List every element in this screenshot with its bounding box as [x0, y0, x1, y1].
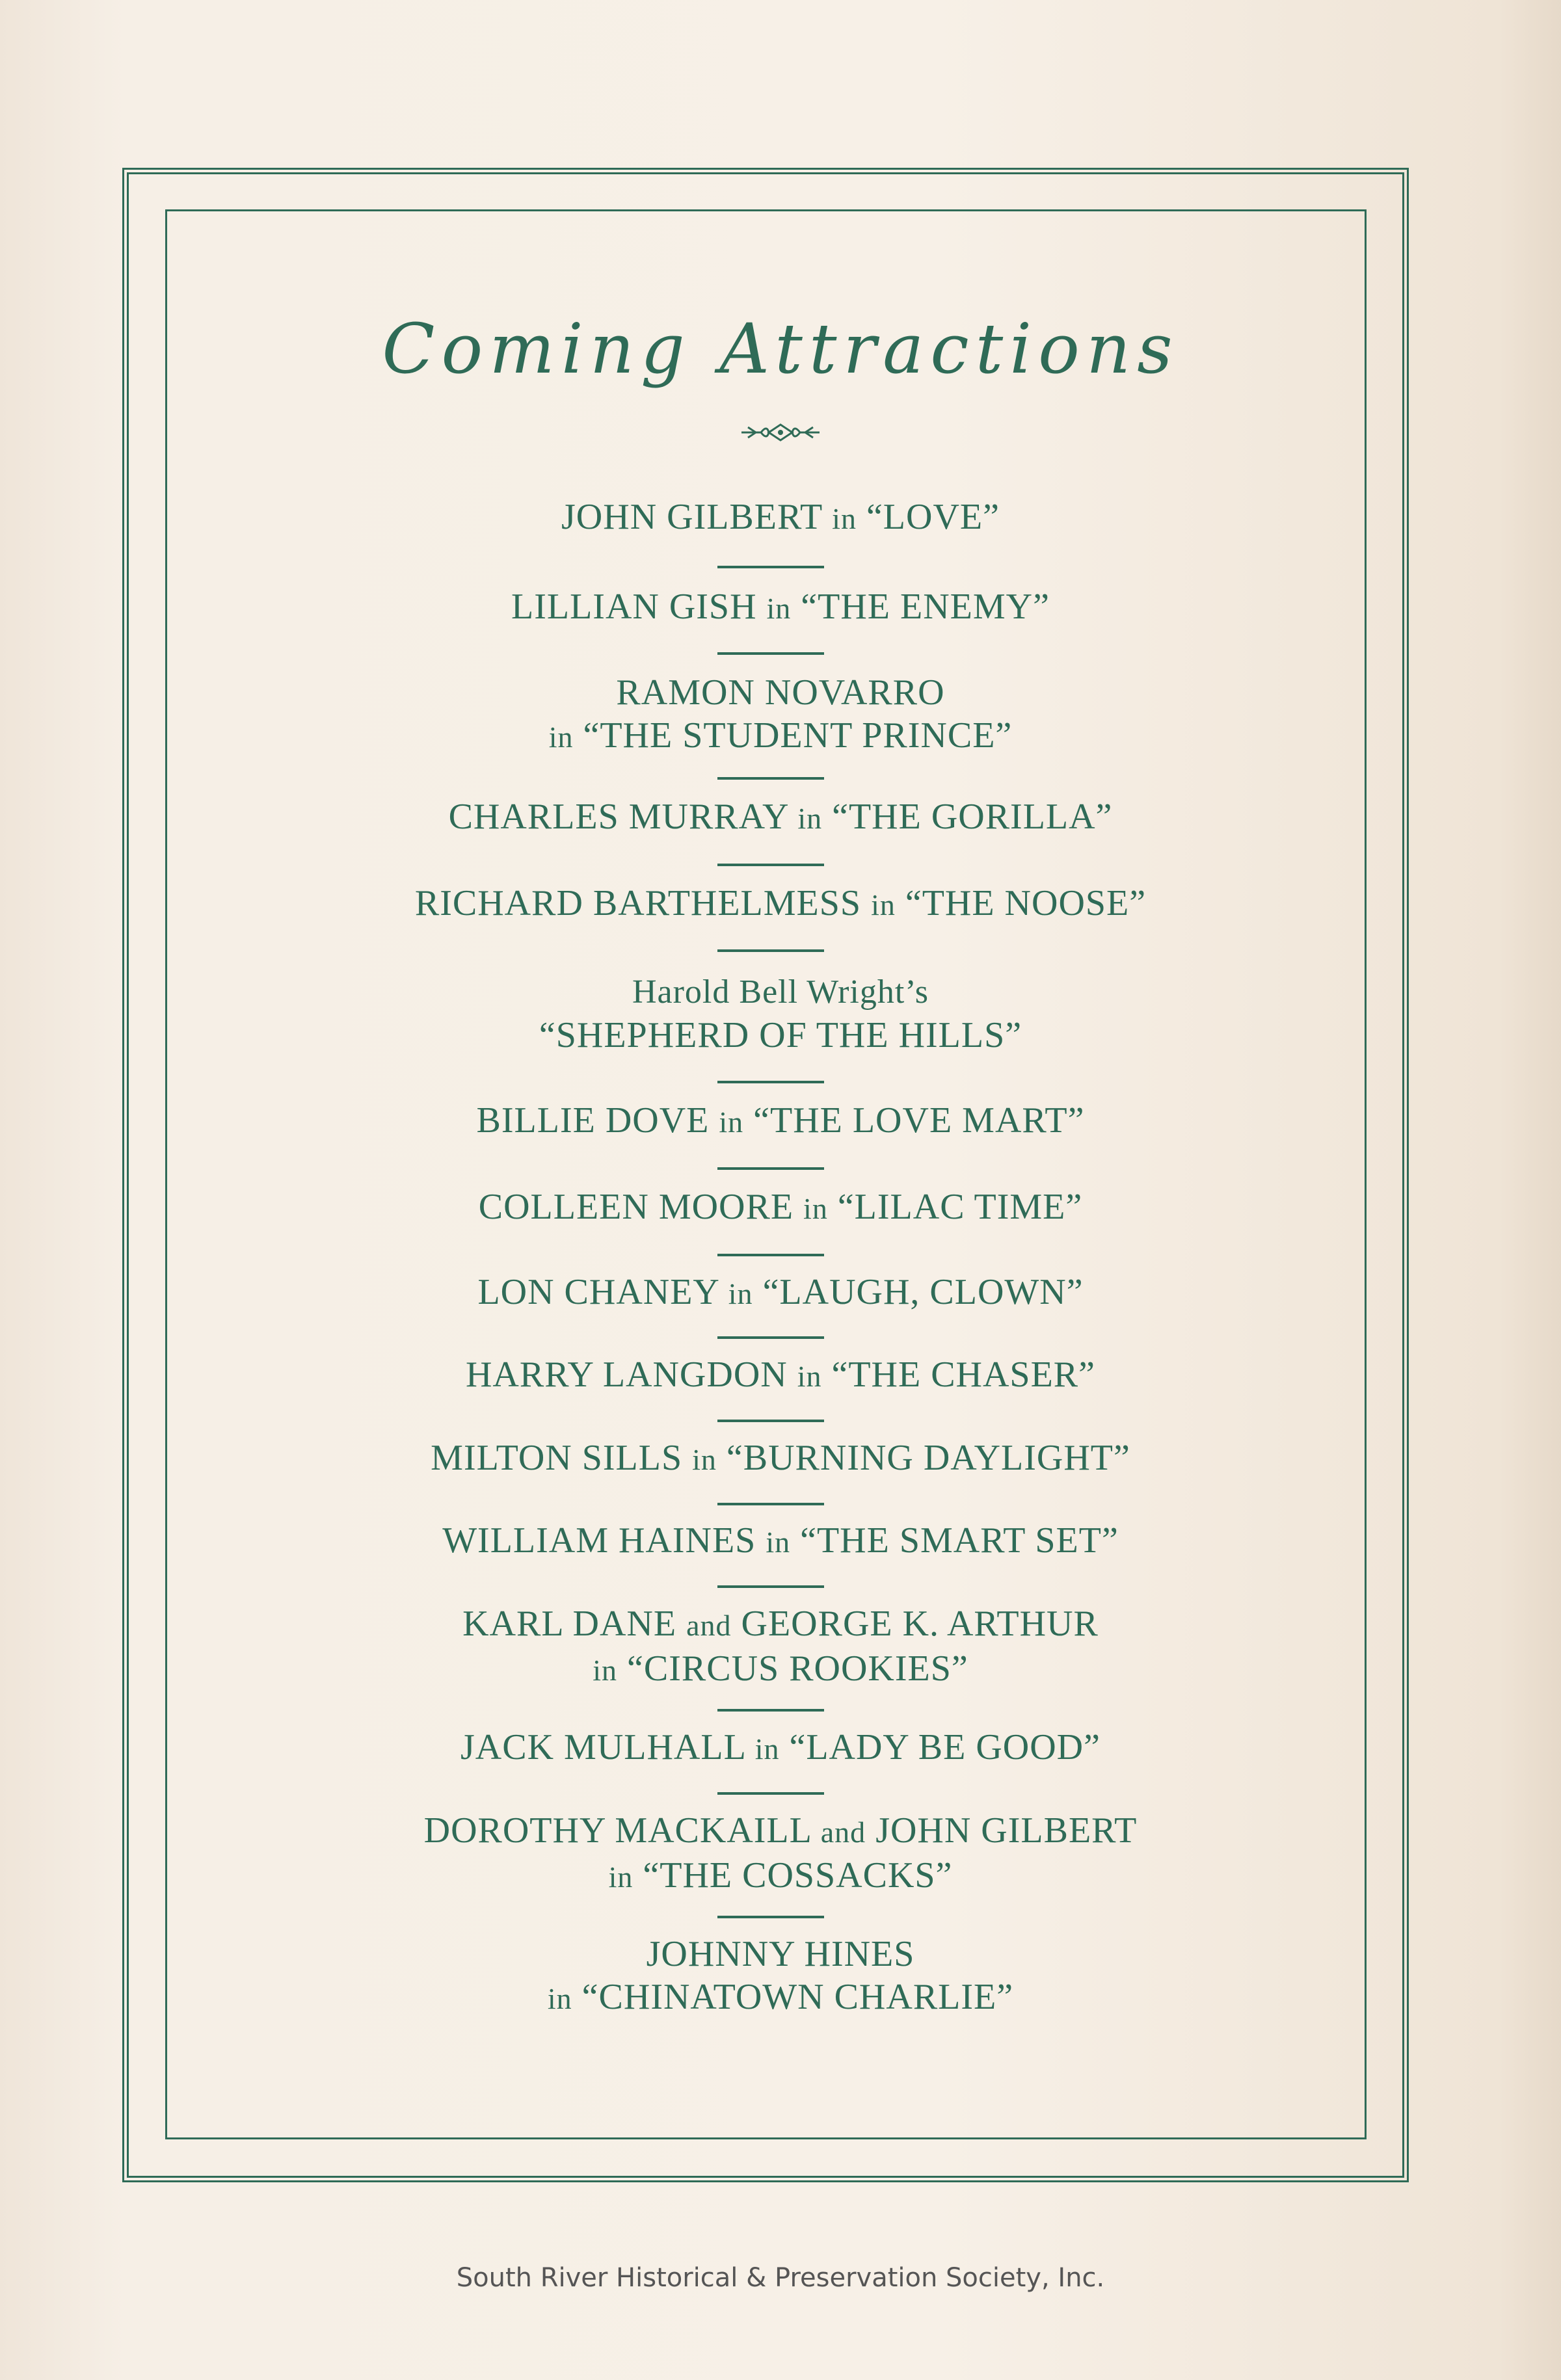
connector-word: in: [754, 1732, 780, 1765]
connector-word: in: [766, 592, 792, 625]
connector-word: in: [797, 1360, 822, 1393]
connector-word: in: [871, 888, 896, 921]
connector-word: in: [728, 1277, 753, 1310]
section-divider: [717, 1585, 824, 1588]
star-name: COLLEEN MOORE: [478, 1187, 794, 1227]
star-name: KARL DANE: [462, 1604, 677, 1644]
film-title: “LAUGH, CLOWN”: [762, 1272, 1084, 1312]
film-title: “THE COSSACKS”: [643, 1855, 953, 1896]
connector-word: in: [797, 802, 823, 835]
section-divider: [717, 864, 824, 866]
section-divider: [717, 1503, 824, 1505]
star-name: WILLIAM HAINES: [442, 1520, 756, 1561]
listing-item: [0, 671, 1561, 759]
section-divider: [717, 1254, 824, 1256]
connector-word: in: [547, 1982, 572, 2015]
film-title: “THE CHASER”: [831, 1355, 1095, 1395]
star-name: MILTON SILLS: [431, 1438, 683, 1478]
section-divider: [717, 1792, 824, 1795]
section-divider: [717, 1709, 824, 1712]
section-divider: [717, 949, 824, 952]
connector-word: in: [832, 502, 857, 535]
author-credit: Harold Bell Wright’s: [632, 973, 929, 1011]
film-title: “LILAC TIME”: [837, 1187, 1083, 1227]
co-star-name: GEORGE K. ARTHUR: [741, 1604, 1099, 1644]
connector-word: in: [548, 721, 574, 754]
film-title: “CIRCUS ROOKIES”: [627, 1648, 968, 1689]
connector-word: in: [692, 1443, 717, 1476]
listing-item: [0, 1726, 1561, 1771]
star-name: DOROTHY MACKAILL: [423, 1810, 811, 1851]
film-title: “THE LOVE MART”: [753, 1100, 1085, 1141]
star-name: JOHNNY HINES: [646, 1934, 915, 1974]
listing-item: [0, 971, 1561, 1057]
star-name: LILLIAN GISH: [511, 587, 757, 627]
film-title: “THE NOOSE”: [905, 883, 1147, 923]
listing-item: [0, 795, 1561, 840]
connector-word: and: [820, 1816, 866, 1849]
listing-item: [0, 1933, 1561, 2020]
listing-item: [0, 1602, 1561, 1692]
connector-word: and: [686, 1609, 732, 1642]
listing-item: [0, 882, 1561, 927]
connector-word: in: [719, 1105, 744, 1139]
section-divider: [717, 1167, 824, 1170]
listing-item: [0, 1271, 1561, 1316]
film-title: “THE STUDENT PRINCE”: [583, 715, 1013, 756]
section-divider: [717, 1081, 824, 1083]
connector-word: in: [593, 1654, 618, 1687]
star-name: HARRY LANGDON: [465, 1355, 788, 1395]
connector-word: in: [608, 1860, 634, 1894]
connector-word: in: [803, 1192, 828, 1225]
star-name: BILLIE DOVE: [476, 1100, 710, 1141]
listing-item: [0, 496, 1561, 540]
archive-attribution: South River Historical & Preservation Society, Inc.: [456, 2263, 1105, 2293]
listing-item: [0, 1353, 1561, 1398]
listing-item: [0, 1809, 1561, 1899]
film-title: “SHEPHERD OF THE HILLS”: [539, 1015, 1022, 1055]
star-name: JOHN GILBERT: [561, 497, 823, 537]
listing-item: [0, 1185, 1561, 1230]
film-title: “BURNING DAYLIGHT”: [726, 1438, 1130, 1478]
film-title: “LOVE”: [866, 497, 1000, 537]
section-divider: [717, 777, 824, 780]
film-title: “THE SMART SET”: [800, 1520, 1119, 1561]
listing-item: [0, 1099, 1561, 1144]
star-name: LON CHANEY: [477, 1272, 719, 1312]
section-divider: [717, 1336, 824, 1339]
co-star-name: JOHN GILBERT: [875, 1810, 1138, 1851]
star-name: RICHARD BARTHELMESS: [414, 883, 862, 923]
star-name: JACK MULHALL: [460, 1727, 745, 1767]
section-divider: [717, 652, 824, 655]
film-title: “THE GORILLA”: [832, 797, 1113, 837]
listing-item: [0, 1436, 1561, 1481]
film-title: “LADY BE GOOD”: [789, 1727, 1101, 1767]
star-name: RAMON NOVARRO: [616, 672, 945, 713]
page-title: Coming Attractions: [382, 309, 1179, 389]
listing-item: [0, 585, 1561, 630]
floral-divider-icon: [735, 419, 826, 445]
listing-item: [0, 1519, 1561, 1564]
connector-word: in: [766, 1526, 791, 1559]
section-divider: [717, 1916, 824, 1918]
film-title: “CHINATOWN CHARLIE”: [581, 1977, 1014, 2017]
star-name: CHARLES MURRAY: [448, 797, 788, 837]
film-title: “THE ENEMY”: [801, 587, 1050, 627]
section-divider: [717, 566, 824, 568]
section-divider: [717, 1420, 824, 1422]
